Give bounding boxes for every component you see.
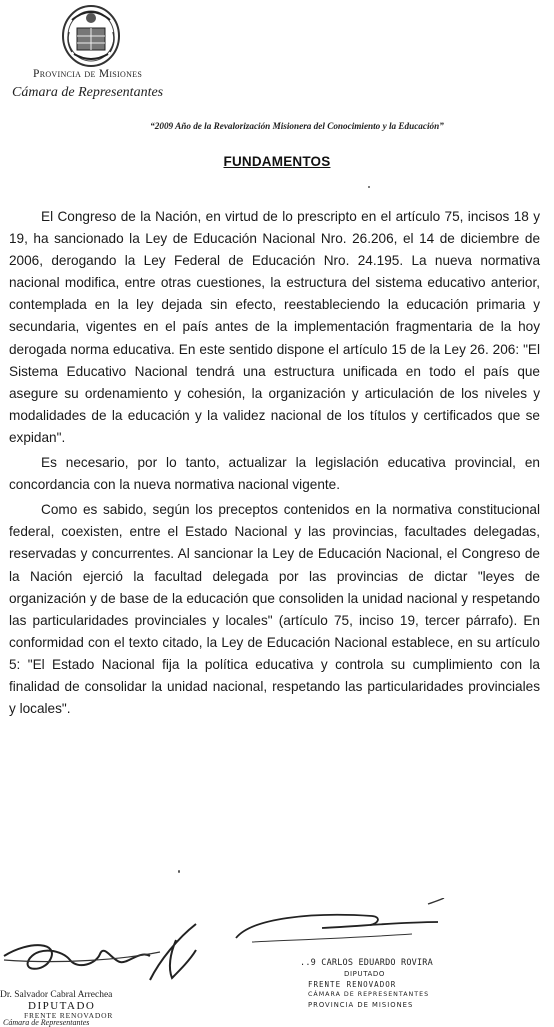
provincial-seal-icon: [60, 2, 122, 68]
document-title: FUNDAMENTOS: [223, 154, 331, 169]
scan-speck: [368, 186, 370, 188]
handwritten-signature-left: [0, 920, 220, 990]
scan-speck: [178, 870, 180, 873]
signer-left-chamber: Cámara de Representantes: [3, 1018, 90, 1027]
signer-right-role: DIPUTADO: [344, 970, 386, 978]
signer-left-role: DIPUTADO: [28, 1000, 96, 1012]
document-body: [9, 206, 540, 723]
chamber-name: Cámara de Representantes: [12, 85, 164, 100]
paragraph: Como es sabido, según los preceptos contenidos en la normativa constitucional federal, coexisten, entre el Estado Nacional y las provincias, facultades delegadas, reservadas y concurrentes. Al sancionar la Ley de Educación Nacional, el Congreso de la Nación ejerció la facultad delegada por las provincias de dictar "leyes de organización y de base de la educación que consoliden la unidad nacional y respetando las particularidades provinciales y locales" (artículo 75, inciso 19, tercer párrafo). En conformidad con el texto citado, la Ley de Educación Nacional establece, en su artículo 5: "El Estado Nacional fija la política educativa y controla su cumplimiento con la finalidad de consolidar la unidad nacional, respetando las particularidades provinciales y locales".: [9, 502, 540, 717]
paragraph: Es necesario, por lo tanto, actualizar la legislación educativa provincial, en concordancia con la nueva normativa nacional vigente.: [9, 455, 540, 493]
province-name: Provincia de Misiones: [33, 68, 143, 80]
paragraph: El Congreso de la Nación, en virtud de lo prescripto en el artículo 75, incisos 18 y 19, ha sancionado la Ley de Educación Nacional Nro. 26.206, el 14 de diciembre de 2006, derogando la Ley Federal de Educación Nro. 24.195. La nueva normativa nacional modifica, entre otras cuestiones, la estructura del sistema educativo anterior, contemplada en la ley dejada sin efecto, reestableciendo la educación primaria y secundaria, vigentes en el país antes de la implementación fragmentaria de la hoy derogada norma educativa. En este sentido dispone el artículo 15 de la Ley 26. 206: "El Sistema Educativo Nacional tendrá una estructura unificada en todo el país que asegure su ordenamiento y cohesión, la organización y articulación de los niveles y modalidades de la educación y la validez nacional de los títulos y certificados que se expidan".: [9, 209, 540, 445]
signer-right-name: ..9 CARLOS EDUARDO ROVIRA: [300, 958, 433, 968]
year-motto: “2009 Año de la Revalorización Misionera del Conocimiento y la Educación”: [150, 121, 444, 131]
handwritten-signature-right: [232, 898, 454, 958]
signer-left-party: FRENTE RENOVADOR: [24, 1011, 114, 1020]
signer-left-name: Dr. Salvador Cabral Arrechea: [0, 990, 113, 1000]
signer-right-province: PROVINCIA DE MISIONES: [308, 1001, 414, 1009]
signer-right-party: FRENTE RENOVADOR: [308, 980, 397, 989]
signer-right-chamber: CÁMARA DE REPRESENTANTES: [308, 991, 430, 998]
